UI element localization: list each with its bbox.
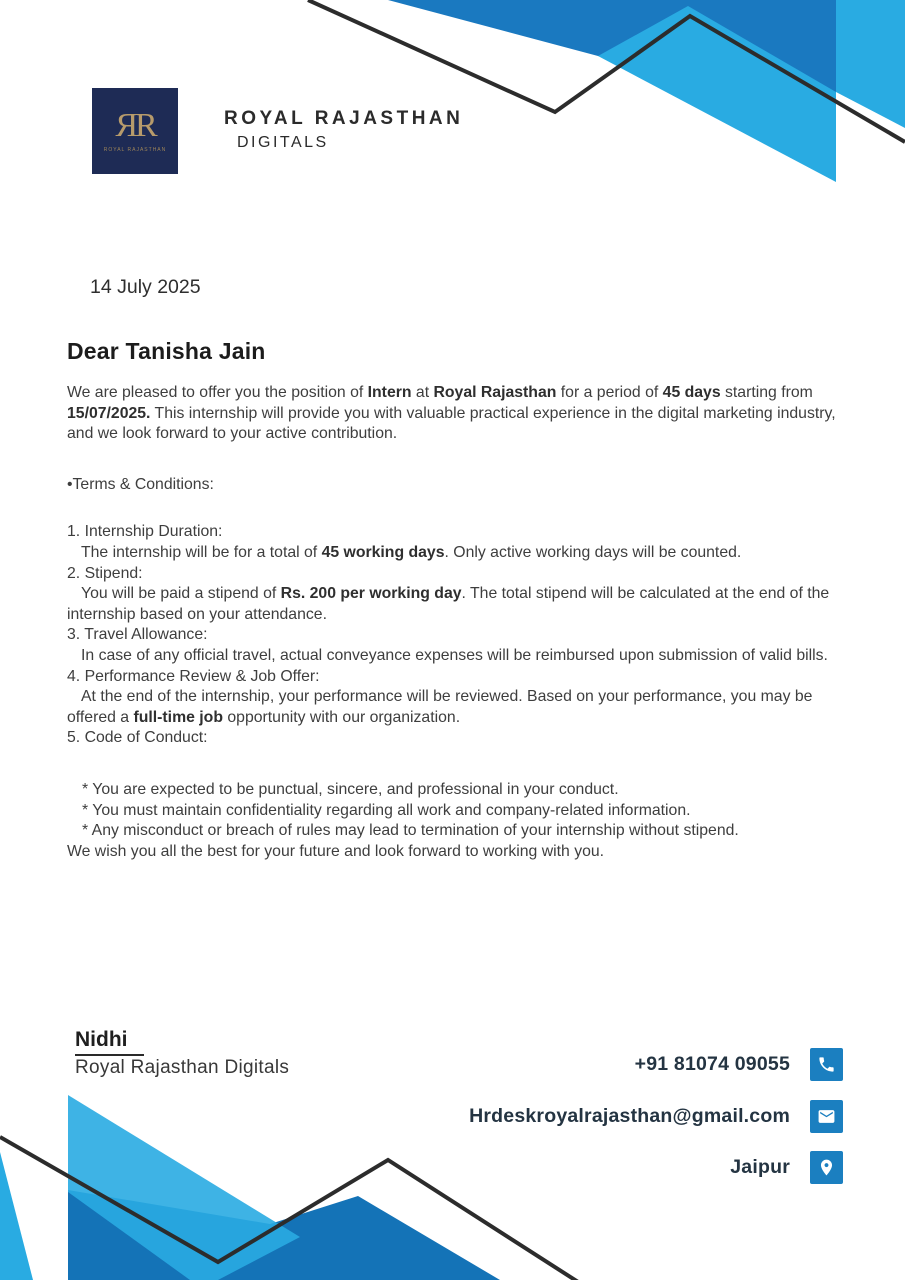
- term-section-internship-duration: [67, 522, 839, 563]
- section-title: 1. Internship Duration:: [67, 523, 223, 541]
- brand-subtitle: DIGITALS: [237, 134, 329, 151]
- contact-location-row: [730, 1151, 843, 1184]
- section-title: 2. Stipend:: [67, 564, 143, 582]
- text-segment-bold: full-time job: [133, 708, 223, 726]
- company-logo: [92, 88, 178, 174]
- section-title: 4. Performance Review & Job Offer:: [67, 667, 320, 685]
- text-segment: at: [411, 384, 434, 401]
- text-segment-bold: 45 working days: [321, 543, 445, 561]
- letter-body: [67, 338, 839, 862]
- text-segment: In case of any official travel, actual conveyance expenses will be reimbursed upon submission of valid bills.: [81, 646, 828, 664]
- text-segment: You will be paid a stipend of: [81, 585, 281, 603]
- text-segment: opportunity with our organization.: [222, 708, 461, 726]
- closing-paragraph: We wish you all the best for your future and look forward to working with you.: [67, 842, 605, 860]
- location-pin-icon: [810, 1151, 843, 1184]
- greeting-heading: Dear Tanisha Jain: [67, 338, 266, 364]
- section-title: 3. Travel Allowance:: [67, 626, 208, 644]
- email-text: Hrdeskroyalrajasthan@gmail.com: [469, 1105, 790, 1127]
- section-body: [67, 646, 839, 667]
- logo-caption: ROYAL RAJASTHAN: [103, 147, 167, 153]
- conduct-list-item: * You are expected to be punctual, sincere, and professional in your conduct.: [82, 780, 619, 798]
- signature-name: Nidhi: [75, 1028, 144, 1056]
- text-segment: We are pleased to offer you the position of: [67, 384, 368, 401]
- section-body: [67, 687, 839, 728]
- bottom-left-light-wedge: [0, 1152, 33, 1280]
- text-segment: starting from: [720, 384, 813, 401]
- term-section-code-of-conduct-title: 5. Code of Conduct:: [67, 729, 208, 747]
- brand-block: [224, 108, 463, 152]
- text-segment-bold: Intern: [367, 384, 412, 401]
- mail-icon: [810, 1100, 843, 1133]
- top-light-blue-chevron: [598, 6, 836, 182]
- contact-email-row: [469, 1100, 843, 1133]
- terms-and-conditions-title: •Terms & Conditions:: [67, 475, 214, 493]
- conduct-list-item: * Any misconduct or breach of rules may lead to termination of your internship without stipend.: [82, 822, 739, 840]
- text-segment-bold: Rs. 200 per working day: [280, 585, 462, 603]
- signature-company: Royal Rajasthan Digitals: [75, 1057, 290, 1078]
- phone-icon: [810, 1048, 843, 1081]
- location-text: Jaipur: [730, 1156, 790, 1178]
- top-right-light-strip: [836, 0, 905, 128]
- term-section-travel-allowance: [67, 625, 839, 666]
- section-body: [67, 543, 839, 564]
- phone-number-text: +91 81074 09055: [634, 1053, 790, 1075]
- text-segment-bold: 45 days: [662, 384, 721, 401]
- text-segment: At the end of the internship, your performance will be reviewed. Based on your performance, you may be offered a: [67, 688, 813, 726]
- text-segment: . Only active working days will be counted.: [444, 543, 742, 561]
- top-dark-blue-shape: [388, 0, 836, 92]
- text-segment: for a period of: [556, 384, 663, 401]
- term-section-performance-review: [67, 667, 839, 729]
- contact-phone-row: [635, 1048, 843, 1081]
- code-of-conduct-list: [67, 780, 839, 842]
- letter-date: 14 July 2025: [90, 276, 201, 298]
- bottom-dark-mountain: [68, 1190, 500, 1280]
- logo-monogram: ЯR: [115, 107, 155, 144]
- intro-paragraph: [67, 383, 839, 445]
- section-body: [67, 584, 839, 625]
- text-segment: The internship will be for a total of: [81, 543, 322, 561]
- bottom-light-blue-band: [68, 1095, 300, 1280]
- conduct-list-item: * You must maintain confidentiality regarding all work and company-related information.: [82, 801, 691, 819]
- bottom-black-zigzag-line: [0, 1137, 600, 1280]
- text-segment: . The total stipend will be calculated at the end of the internship based on your attendance.: [67, 585, 830, 623]
- text-segment: This internship will provide you with valuable practical experience in the digital marketing industry, and we look forward to your active contribution.: [67, 404, 836, 443]
- text-segment-bold: 15/07/2025.: [67, 404, 151, 422]
- text-segment-bold: Royal Rajasthan: [433, 384, 557, 401]
- term-section-stipend: [67, 564, 839, 626]
- brand-name: ROYAL RAJASTHAN: [224, 108, 464, 129]
